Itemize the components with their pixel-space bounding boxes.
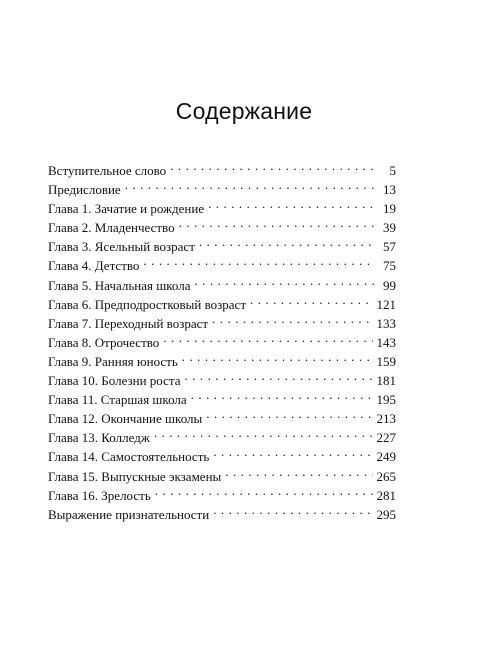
page-title: Содержание [175,98,313,124]
toc-entry-page: 249 [376,449,396,465]
toc-leader-dots [194,271,374,290]
toc-leader-dots [213,500,372,519]
toc-entry-page: 133 [376,315,396,331]
toc-entry-page: 39 [383,220,396,236]
toc-entry-page: 195 [376,392,396,408]
toc-entry-label: Глава 10. Болезни роста [48,373,181,389]
toc-entry-page: 159 [376,353,396,369]
toc-entry-page: 181 [376,373,396,389]
toc-leader-dots [155,481,373,500]
toc-entry-label: Глава 13. Колледж [48,430,150,446]
toc-entry-label: Глава 1. Зачатие и рождение [48,201,205,217]
toc-entry-page: 13 [383,182,396,198]
toc-entry-label: Глава 14. Самостоятельность [48,449,210,465]
toc-entry-label: Глава 4. Детство [48,258,140,274]
toc-entry-page: 227 [376,430,396,446]
toc-leader-dots [199,232,374,251]
toc-entry-page: 143 [376,334,396,350]
toc-entry-page: 19 [383,201,396,217]
toc-leader-dots [125,175,374,194]
toc-entry-page: 265 [376,468,396,484]
toc-entry-label: Глава 16. Зрелость [48,487,151,503]
toc-leader-dots [154,423,373,442]
toc-leader-dots [208,194,374,213]
toc-leader-dots [206,404,372,423]
toc-leader-dots [143,251,374,270]
toc-entry-label: Глава 2. Младенчество [48,220,175,236]
toc-entry-label: Выражение признательности [48,506,210,522]
toc-entry-page: 57 [383,239,396,255]
toc-entry[interactable] [48,156,396,178]
toc-entry-label: Предисловие [48,182,121,198]
table-of-contents [48,156,396,522]
toc-leader-dots [250,290,373,309]
toc-entry-label: Глава 5. Начальная школа [48,277,191,293]
toc-entry-label: Глава 7. Переходный возраст [48,315,209,331]
toc-leader-dots [185,366,373,385]
toc-leader-dots [163,328,372,347]
toc-entry-label: Глава 15. Выпускные экзамены [48,468,222,484]
toc-entry-page: 295 [376,506,396,522]
toc-leader-dots [191,385,373,404]
toc-entry-page: 75 [383,258,396,274]
toc-leader-dots [170,156,374,175]
toc-entry-page: 5 [389,163,396,178]
toc-leader-dots [182,347,373,366]
toc-entry-label: Вступительное слово [48,163,167,178]
toc-entry-page: 213 [376,411,396,427]
toc-leader-dots [225,462,372,481]
toc-entry-label: Глава 3. Ясельный возраст [48,239,195,255]
toc-entry-label: Глава 12. Окончание школы [48,411,203,427]
toc-entry-label: Глава 9. Ранняя юность [48,353,178,369]
toc-leader-dots [212,309,372,328]
toc-entry-page: 99 [383,277,396,293]
toc-entry-page: 281 [376,487,396,503]
toc-entry-label: Глава 6. Предподростковый возраст [48,296,246,312]
toc-leader-dots [179,213,374,232]
toc-entry-label: Глава 11. Старшая школа [48,392,187,408]
toc-entry-label: Глава 8. Отрочество [48,334,160,350]
toc-entry-page: 121 [376,296,396,312]
toc-leader-dots [213,442,372,461]
